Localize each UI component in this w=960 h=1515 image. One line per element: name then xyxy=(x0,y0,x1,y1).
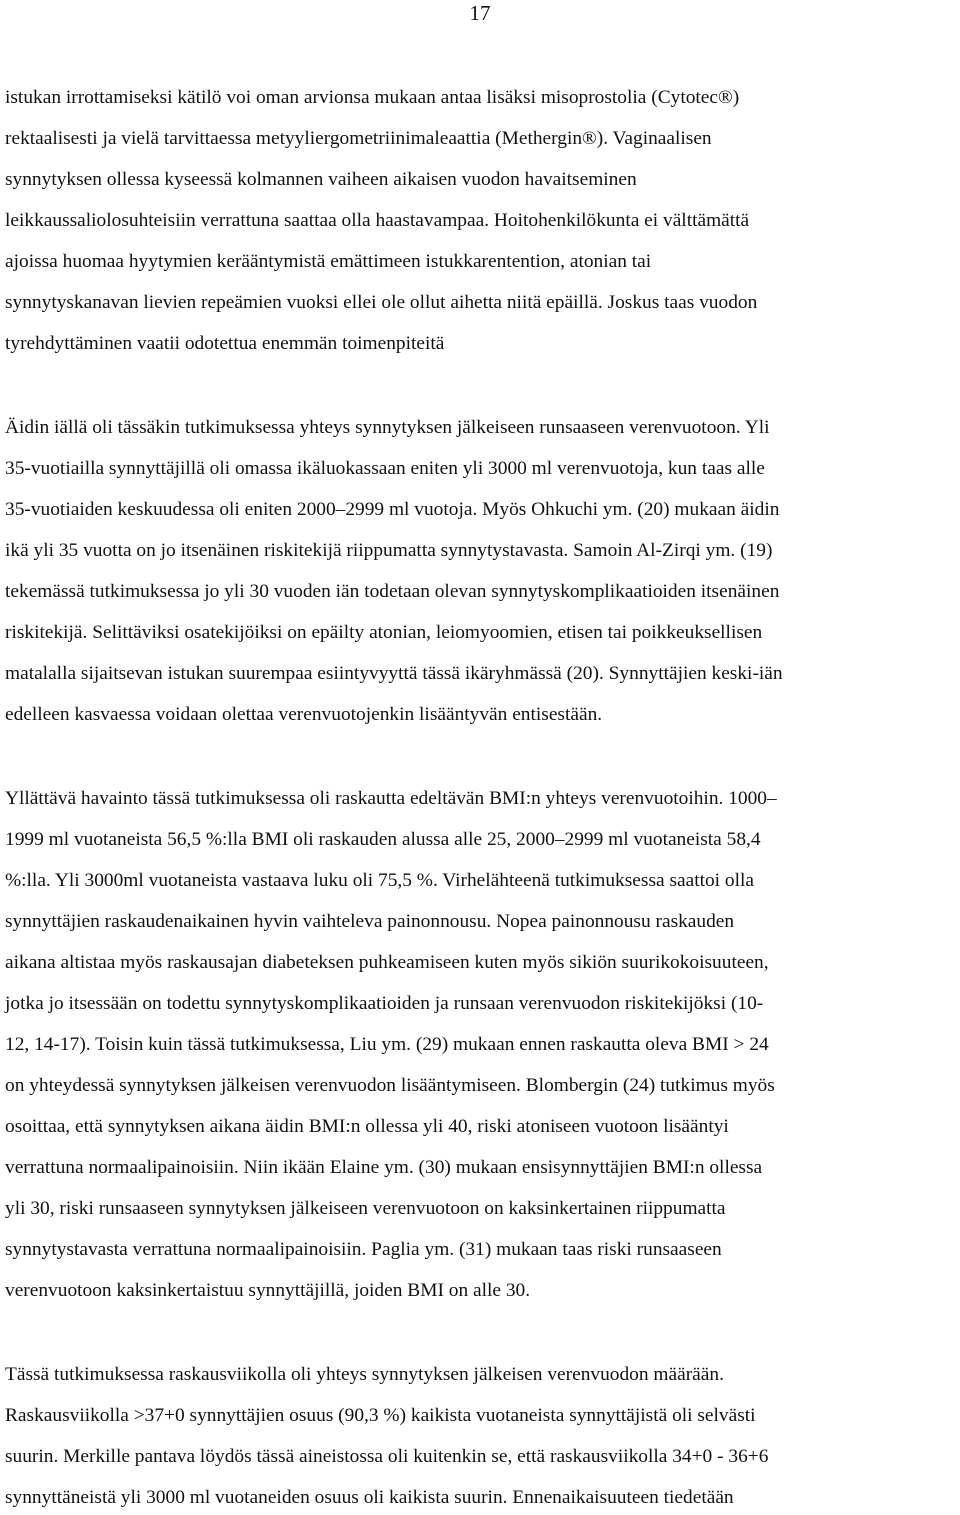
text-line: ajoissa huomaa hyytymien kerääntymistä emättimeen istukkarentention, atonian tai xyxy=(5,251,652,272)
text-line: tekemässä tutkimuksessa jo yli 30 vuoden iän todetaan olevan synnytyskomplikaatioiden itsenäinen xyxy=(5,581,780,602)
text-line: synnyttäneistä yli 3000 ml vuotaneiden osuus oli kaikista suurin. Ennenaikaisuuteen tiedetään xyxy=(5,1487,734,1508)
text-line: synnyttäjien raskaudenaikainen hyvin vaihteleva painonnousu. Nopea painonnousu raskauden xyxy=(5,911,735,932)
text-line: 12, 14-17). Toisin kuin tässä tutkimuksessa, Liu ym. (29) mukaan ennen raskautta oleva BMI > 24 xyxy=(5,1034,769,1055)
text-line: verenvuotoon kaksinkertaistuu synnyttäjillä, joiden BMI on alle 30. xyxy=(5,1280,531,1301)
text-line: Raskausviikolla >37+0 synnyttäjien osuus (90,3 %) kaikista vuotaneista synnyttäjistä oli selvästi xyxy=(5,1405,756,1426)
text-line: on yhteydessä synnytyksen jälkeisen verenvuodon lisääntymiseen. Blombergin (24) tutkimus myös xyxy=(5,1075,775,1096)
text-line: matalalla sijaitsevan istukan suurempaa esiintyvyyttä tässä ikäryhmässä (20). Synnyttäjien keski-iän xyxy=(5,663,783,684)
text-line: riskitekijä. Selittäviksi osatekijöiksi on epäilty atonian, leiomyoomien, etisen tai poikkeuksellisen xyxy=(5,622,763,643)
text-line: yli 30, riski runsaaseen synnytyksen jälkeiseen verenvuotoon on kaksinkertainen riippumatta xyxy=(5,1198,726,1219)
text-line: aikana altistaa myös raskausajan diabeteksen puhkeamiseen kuten myös sikiön suurikokoisuuteen, xyxy=(5,952,769,973)
text-line: verrattuna normaalipainoisiin. Niin ikään Elaine ym. (30) mukaan ensisynnyttäjien BMI:n ollessa xyxy=(5,1157,763,1178)
text-line: edelleen kasvaessa voidaan olettaa verenvuotojenkin lisääntyvän entisestään. xyxy=(5,704,603,725)
text-line: 35-vuotiailla synnyttäjillä oli omassa ikäluokassaan eniten yli 3000 ml verenvuotoja, kun taas alle xyxy=(5,458,765,479)
text-line: Äidin iällä oli tässäkin tutkimuksessa yhteys synnytyksen jälkeiseen runsaaseen verenvuotoon. Yli xyxy=(5,417,770,438)
text-line: synnytystavasta verrattuna normaalipainoisiin. Paglia ym. (31) mukaan taas riski runsaaseen xyxy=(5,1239,722,1260)
text-line: suurin. Merkille pantava löydös tässä aineistossa oli kuitenkin se, että raskausviikolla 34+0 - 36+6 xyxy=(5,1446,769,1467)
text-line: Tässä tutkimuksessa raskausviikolla oli yhteys synnytyksen jälkeisen verenvuodon määrään. xyxy=(5,1364,724,1385)
text-line: 1999 ml vuotaneista 56,5 %:lla BMI oli raskauden alussa alle 25, 2000–2999 ml vuotaneista 58,4 xyxy=(5,829,761,850)
text-line: %:lla. Yli 3000ml vuotaneista vastaava luku oli 75,5 %. Virhelähteenä tutkimuksessa saattoi olla xyxy=(5,870,754,891)
page-number: 17 xyxy=(469,1,491,25)
text-line: 35-vuotiaiden keskuudessa oli eniten 2000–2999 ml vuotoja. Myös Ohkuchi ym. (20) mukaan äidin xyxy=(5,499,780,520)
text-line: leikkaussaliolosuhteisiin verrattuna saattaa olla haastavampaa. Hoitohenkilökunta ei välttämättä xyxy=(5,210,750,231)
text-line: synnytyksen ollessa kyseessä kolmannen vaiheen aikaisen vuodon havaitseminen xyxy=(5,169,637,190)
text-line: Yllättävä havainto tässä tutkimuksessa oli raskautta edeltävän BMI:n yhteys verenvuotoihin. 1000– xyxy=(5,788,777,809)
text-line: tyrehdyttäminen vaatii odotettua enemmän toimenpiteitä xyxy=(5,333,445,354)
text-line: osoittaa, että synnytyksen aikana äidin BMI:n ollessa yli 40, riski atoniseen vuotoon lisääntyi xyxy=(5,1116,729,1137)
text-line: synnytyskanavan lievien repeämien vuoksi ellei ole ollut aihetta niitä epäillä. Joskus taas vuodon xyxy=(5,292,758,313)
text-line: istukan irrottamiseksi kätilö voi oman arvionsa mukaan antaa lisäksi misoprostolia (Cytotec®) xyxy=(5,87,740,108)
text-line: rektaalisesti ja vielä tarvittaessa metyyliergometriinimaleaattia (Methergin®). Vaginaalisen xyxy=(5,128,712,149)
text-line: ikä yli 35 vuotta on jo itsenäinen riskitekijä riippumatta synnytystavasta. Samoin Al-Zirqi ym. (19) xyxy=(5,540,773,561)
text-line: jotka jo itsessään on todettu synnytyskomplikaatioiden ja runsaan verenvuodon riskitekijöksi (10- xyxy=(5,993,764,1014)
